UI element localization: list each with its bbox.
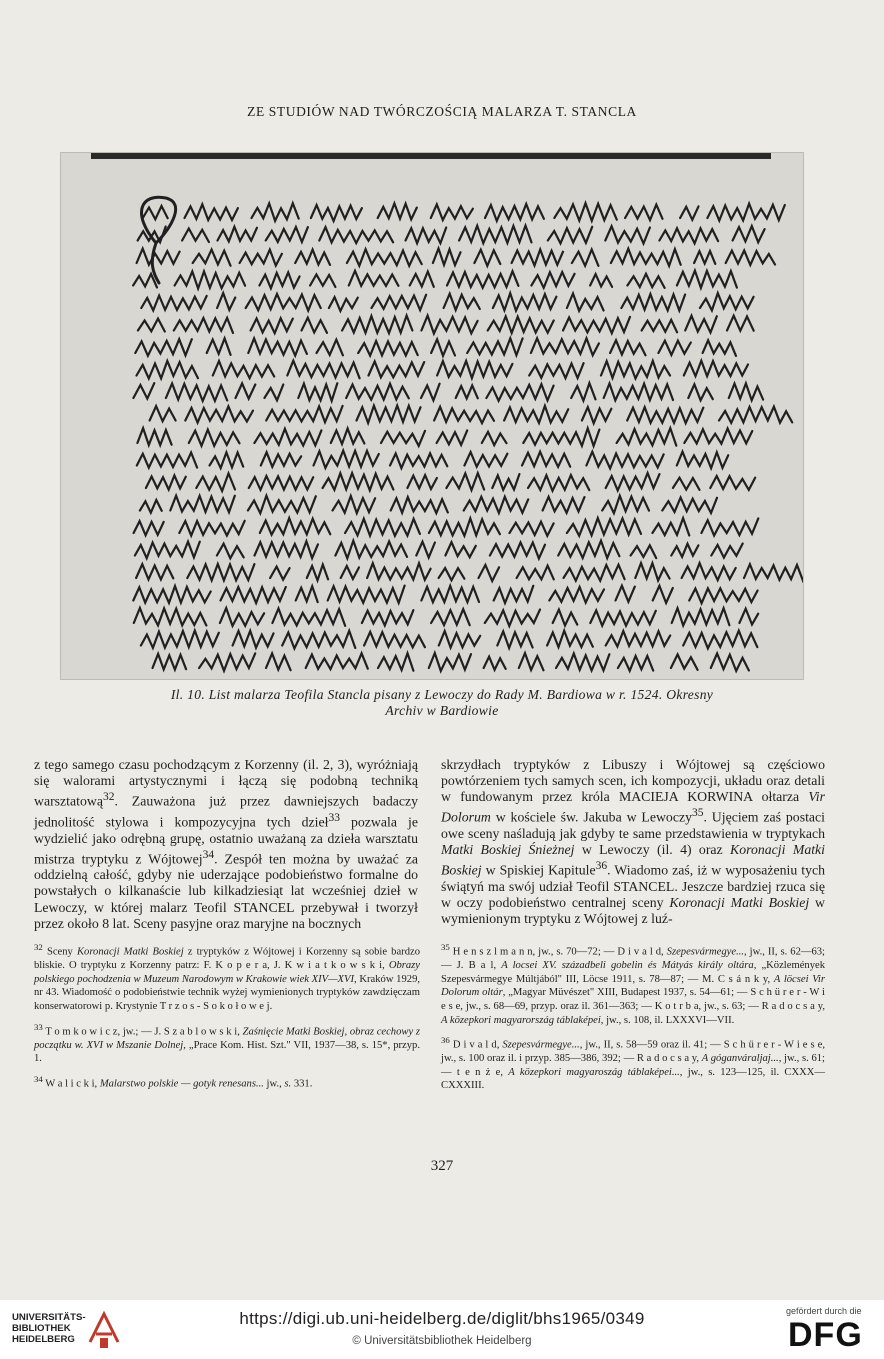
- handwriting-image: [61, 153, 803, 679]
- page-url-link[interactable]: https://digi.ub.uni-heidelberg.de/diglit/bhs1965/0349: [239, 1309, 645, 1328]
- page-number: 327: [430, 1158, 454, 1174]
- footnote-35: $^{35}$ H e n s z l m a n n, jw., s. 70—72; — D i v a l d, Szepesvármegye..., jw., II, s. 62—63; — J. B a l, A locsei XV. századbeli gobelin és Mátyás király oltára, „Közlemények Szepesvármegye Múltjából" III, Löcse 1911, s. 78—87; — M. C s á n k y, A löcsei Vir Dolorum oltár, „Magyar Müvészet" XIII, Budapest 1937, s. 54—61; — S c h ü r e r - W i e s e, jw., s. 68—69, przyp. oraz il. 361—363; — K o t r b a, jw., s. 63; — R a d o c s a y, A közepkori magyarország táblaképei, jw., s. 108, il. LXXXVI—VII.: [441, 942, 825, 1026]
- copyright-text: © Universitätsbibliothek Heidelberg: [352, 1335, 532, 1347]
- footnotes-left: [34, 941, 420, 1098]
- caption-line-1: Il. 10. List malarza Teofila Stancla pisany z Lewoczy do Rady M. Bardiowa w r. 1524. Okresny: [170, 687, 714, 702]
- footnote-36: $^{36}$ D i v a l d, Szepesvármegye..., jw., II, s. 58—59 oraz il. 41; — S c h ü r e r - W i e s e, jw., s. 100 oraz il. i przyp. 385—386, 392; — R a d o c s a y, A góganváraljaj..., jw., s. 61; — t e n ż e, A közepkori magyaroszág táblaképei..., jw., s. 123—125, il. CXXX—CXXXIII.: [441, 1035, 825, 1092]
- funding-label: gefördert durch die: [786, 1306, 862, 1316]
- footnotes-right: [441, 941, 825, 1100]
- footnote-ref: 34: [202, 848, 215, 861]
- footnote-ref: 35: [691, 807, 704, 820]
- footnote-ref: 33: [328, 811, 340, 824]
- manuscript-photo: [60, 152, 804, 680]
- body-paragraph: z tego samego czasu pochodzącym z Korzenny (il. 2, 3), wyróżniają się walorami artystycznymi i łączą się podobną techniką warsztatową$^{32}$. Zauważona już przez dawniejszych badaczy jednolitość stylowa i kompozycyjna tych dzieł$^{33}$ pozwala je wydzielić jako odrębną grupę, ostatnio uważaną za dzieła warsztatu mistrza tryptyku z Wójtowej$^{34}$. Zespół ten można by uważać za oddzielną całość, gdyby nie uderzające podobieństwo formalne do powstałych o kilkanaście lub kilkadziesiąt lat wcześniej dzieł w Lewoczy, w której malarz Teofil STANCEL przebywał i tworzył przez około 8 lat. Sceny pasyjne oraz maryjne na bocznych: [34, 757, 418, 931]
- footnote-ref: 32: [102, 791, 115, 804]
- caption-line-2: Archiv w Bardiowie: [385, 703, 499, 718]
- library-logo-text[interactable]: UNIVERSITÄTS- BIBLIOTHEK HEIDELBERG: [12, 1312, 86, 1345]
- body-column-right: [441, 757, 825, 927]
- body-column-left: [34, 757, 418, 932]
- footnote-34: $^{34}$ W a l i c k i, Malarstwo polskie — gotyk renesans... jw., s. 331.: [34, 1073, 313, 1090]
- figure-caption: [60, 687, 824, 719]
- footnote-33: $^{33}$ T o m k o w i c z, jw.; — J. S z a b l o w s k i, Zaśnięcie Matki Boskiej, obraz cechowy z początku w. XVI w Mszanie Dolnej, „Prace Kom. Hist. Szt." VII, 1937—38, s. 15*, przyp. 1.: [34, 1021, 421, 1065]
- dfg-logo[interactable]: DFG: [788, 1316, 863, 1354]
- footnote-32: $^{32}$ Sceny Koronacji Matki Boskiej z tryptyków z Wójtowej i Korzenny są sobie bardzo bliskie. O tryptyku z Korzenny patrz: F. K o p e r a, J. K w i a t k o w s k i, Obrazy polskiego pochodzenia w Muzeum Narodowym w Krakowie wiek XIV—XVI, Kraków 1929, nr 43. Wiadomość o podobieństwie technik wyżej wymienionych tryptyków zawdzięczam konserwatorowi p. Krystynie T r z o s - S o k o ł o w e j.: [34, 942, 421, 1012]
- footnote-ref: 36: [595, 860, 608, 873]
- body-paragraph: skrzydłach tryptyków z Libuszy i Wójtowej są częściowo powtórzeniem tych samych scen, ich kompozycji, układu oraz detali w fundowanym przez króla MACIEJA KORWINA ołtarza Vir Dolorum w kościele św. Jakuba w Lewoczy$^{35}$. Ujęciem zaś postaci owe sceny naśladują jak gdyby te same przedstawienia w tryptykach Matki Boskiej Śnieżnej w Lewoczy (il. 4) oraz Koronacji Matki Boskiej w Spiskiej Kapitule$^{36}$. Wiadomo zaś, iż w wyposażeniu tych świątyń ma swój udział Teofil STANCEL. Jeszcze bardziej rzuca się w oczy podobieństwo centralnej sceny Koronacji Matki Boskiej w wymienionym tryptyku z Wójtowej z luź-: [441, 757, 826, 927]
- running-title: ZE STUDIÓW NAD TWÓRCZOŚCIĄ MALARZA T. STANCLA: [247, 104, 637, 119]
- viewer-footer: [0, 1300, 884, 1359]
